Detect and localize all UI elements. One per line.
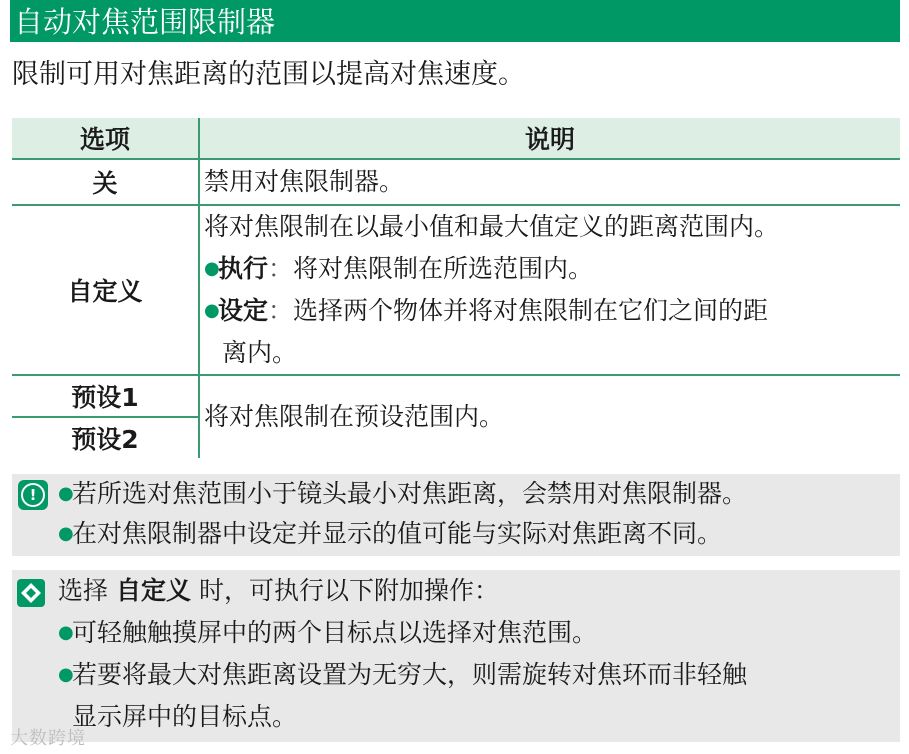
- set-text-cont: 离内。: [222, 338, 298, 367]
- list-item-cont: 显示屏中的目标点。: [72, 702, 298, 731]
- table-header: [12, 118, 900, 159]
- list-item: ● 若要将最大对焦距离设置为无穷大，则需旋转对焦环而非轻触: [58, 654, 747, 696]
- list-item: ● 可轻触触摸屏中的两个目标点以选择对焦范围。: [58, 612, 747, 654]
- bullet-icon: ●: [58, 664, 74, 685]
- execute-label: 执行: [218, 254, 269, 283]
- list-item: ● 若所选对焦范围小于镜头最小对焦距离，会禁用对焦限制器。: [58, 474, 747, 514]
- custom-bullet-set: ● 设定：选择两个物体并将对焦限制在它们之间的距: [204, 290, 900, 332]
- custom-line1: 将对焦限制在以最小值和最大值定义的距离范围内。: [204, 212, 780, 241]
- tip-content: [58, 570, 747, 738]
- custom-bullet-execute: ● 执行：将对焦限制在所选范围内。: [204, 248, 900, 290]
- tip-lead: 选择 自定义 时，可执行以下附加操作：: [58, 576, 499, 605]
- tip-note: [12, 570, 900, 742]
- bullet-icon: ●: [58, 523, 74, 544]
- caution-list: [58, 474, 747, 554]
- option-off: 关: [12, 159, 199, 205]
- header-option: 选项: [12, 118, 199, 159]
- description-off: 禁用对焦限制器。: [199, 159, 900, 205]
- caution-note: [12, 474, 900, 556]
- option-preset1: 预设1: [12, 375, 199, 417]
- table-row-preset1: [12, 375, 900, 417]
- caution-icon: !: [18, 480, 48, 510]
- section-title: 自动对焦范围限制器: [10, 0, 900, 42]
- option-custom: 自定义: [12, 205, 199, 375]
- table-row-off: [12, 159, 900, 205]
- header-description: 说明: [199, 118, 900, 159]
- set-text: 选择两个物体并将对焦限制在它们之间的距: [293, 296, 769, 325]
- execute-text: 将对焦限制在所选范围内。: [293, 254, 594, 283]
- set-label: 设定: [218, 296, 269, 325]
- intro-text: 限制可用对焦距离的范围以提高对焦速度。: [12, 59, 525, 90]
- option-preset2: 预设2: [12, 417, 199, 458]
- watermark: 大数跨境: [10, 728, 86, 749]
- table-row-custom: [12, 205, 900, 375]
- bullet-icon: ●: [204, 300, 220, 321]
- tip-diamond-icon: [14, 576, 48, 610]
- description-custom: [199, 205, 900, 375]
- bullet-icon: ●: [204, 258, 220, 279]
- options-table: [12, 118, 900, 458]
- list-item: ● 在对焦限制器中设定并显示的值可能与实际对焦距离不同。: [58, 514, 747, 554]
- description-preset: 将对焦限制在预设范围内。: [204, 402, 505, 431]
- bullet-icon: ●: [58, 483, 74, 504]
- bullet-icon: ●: [58, 622, 74, 643]
